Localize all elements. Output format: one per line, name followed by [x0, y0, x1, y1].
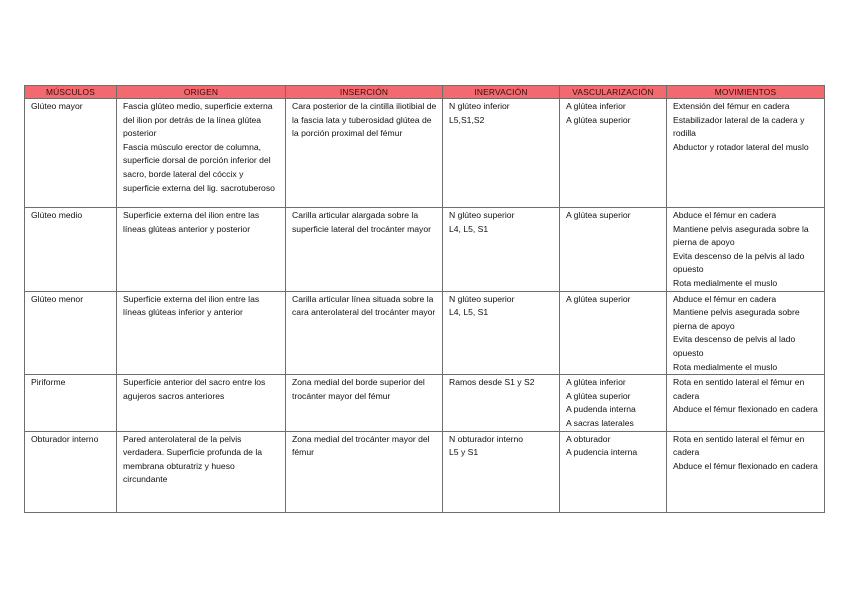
cell-line: Abduce el fémur flexionado en cadera — [673, 460, 818, 471]
muscle-table — [24, 85, 825, 513]
header-musculos: MÚSCULOS — [25, 86, 117, 99]
cell-line: Obturador interno — [31, 433, 99, 444]
cell-musculo — [25, 208, 117, 292]
header-insercion: INSERCIÓN — [286, 86, 443, 99]
cell-line: Evita descenso de pelvis al lado opuesto — [673, 334, 796, 358]
cell-line: Zona medial del borde superior del trocánter mayor del fémur — [292, 377, 425, 401]
cell-inervacion — [443, 291, 560, 375]
cell-origen — [117, 291, 286, 375]
cell-line: Fascia glúteo medio, superficie externa del ilion por detrás de la línea glútea posterior — [123, 101, 273, 139]
cell-line: Glúteo menor — [31, 293, 84, 304]
header-inervacion: INERVACIÓN — [443, 86, 560, 99]
cell-line: L4, L5, S1 — [449, 307, 489, 318]
cell-line: Rota en sentido lateral el fémur en cadera — [673, 377, 805, 401]
cell-line: Ramos desde S1 y S2 — [449, 377, 535, 388]
cell-line: A pudenda interna — [566, 404, 636, 415]
cell-line: Abduce el fémur en cadera — [673, 293, 777, 304]
cell-line: Fascia músculo erector de columna, superficie dorsal de porción inferior del sacro, borde lateral del cóccix y superficie externa del lig. sacrotuberoso — [123, 141, 275, 193]
cell-line: Superficie externa del ilion entre las líneas glúteas anterior y posterior — [123, 210, 260, 234]
cell-line: Mantiene pelvis asegurada sobre pierna de apoyo — [673, 307, 800, 331]
cell-line: N glúteo inferior — [449, 101, 510, 111]
cell-origen — [117, 99, 286, 208]
cell-line: Glúteo medio — [31, 210, 83, 220]
header-vascularizacion: VASCULARIZACIÓN — [560, 86, 667, 99]
cell-line: Pared anterolateral de la pelvis verdadera. Superficie profunda de la membrana obturatriz y hueso circundante — [123, 433, 263, 485]
cell-line: A obturador — [566, 433, 611, 444]
cell-musculo — [25, 431, 117, 512]
cell-line: Extensión del fémur en cadera — [673, 101, 790, 111]
cell-vascularizacion — [560, 208, 667, 292]
table-row — [25, 208, 825, 292]
cell-line: N glúteo superior — [449, 210, 515, 220]
cell-vascularizacion — [560, 431, 667, 512]
cell-musculo — [25, 99, 117, 208]
header-movimientos: MOVIMIENTOS — [667, 86, 825, 99]
cell-vascularizacion — [560, 375, 667, 431]
cell-line: Estabilizador lateral de la cadera y rodilla — [673, 114, 805, 139]
cell-vascularizacion — [560, 99, 667, 208]
cell-inervacion — [443, 375, 560, 431]
cell-line: A sacras laterales — [566, 417, 634, 428]
cell-insercion — [286, 291, 443, 375]
muscle-table-sheet — [24, 85, 824, 513]
cell-line: Superficie externa del ilion entre las líneas glúteas inferior y anterior — [123, 293, 260, 318]
cell-line: Carilla articular alargada sobre la superficie lateral del trocánter mayor — [292, 210, 431, 234]
cell-line: Rota medialmente el muslo — [673, 361, 778, 372]
cell-line: Piriforme — [31, 377, 66, 388]
header-origen: ORIGEN — [117, 86, 286, 99]
cell-line: A glútea superior — [566, 114, 631, 125]
cell-line: Zona medial del trocánter mayor del fémur — [292, 433, 430, 458]
cell-line: N obturador interno — [449, 433, 524, 444]
cell-line: Rota medialmente el muslo — [673, 277, 778, 288]
cell-inervacion — [443, 99, 560, 208]
cell-insercion — [286, 375, 443, 431]
cell-line: Rota en sentido lateral el fémur en cadera — [673, 433, 805, 458]
cell-insercion — [286, 431, 443, 512]
cell-line: Cara posterior de la cintilla iliotibial de la fascia lata y tuberosidad glútea de la porción proximal del fémur — [292, 101, 437, 139]
cell-line: L5 y S1 — [449, 447, 479, 458]
cell-vascularizacion — [560, 291, 667, 375]
cell-line: A glútea superior — [566, 293, 631, 304]
cell-line: A glútea inferior — [566, 377, 626, 388]
cell-line: A glútea superior — [566, 390, 631, 401]
cell-movimientos — [667, 291, 825, 375]
cell-inervacion — [443, 431, 560, 512]
cell-line: Superficie anterior del sacro entre los agujeros sacros anteriores — [123, 377, 266, 401]
table-row — [25, 291, 825, 375]
cell-line: N glúteo superior — [449, 293, 515, 304]
table-row — [25, 431, 825, 512]
cell-line: L4, L5, S1 — [449, 223, 489, 234]
cell-movimientos — [667, 431, 825, 512]
cell-line: Abduce el fémur flexionado en cadera — [673, 404, 818, 415]
cell-musculo — [25, 375, 117, 431]
cell-line: L5,S1,S2 — [449, 114, 485, 125]
cell-line: Mantiene pelvis asegurada sobre la pierna de apoyo — [673, 223, 809, 248]
cell-line: A pudencia interna — [566, 447, 638, 458]
cell-line: Glúteo mayor — [31, 101, 83, 111]
cell-insercion — [286, 208, 443, 292]
cell-line: A glútea inferior — [566, 101, 626, 111]
cell-origen — [117, 208, 286, 292]
cell-origen — [117, 431, 286, 512]
cell-line: Abductor y rotador lateral del muslo — [673, 141, 809, 152]
cell-line: Carilla articular línea situada sobre la cara anterolateral del trocánter mayor — [292, 293, 436, 318]
cell-line: Evita descenso de la pelvis al lado opuesto — [673, 250, 805, 275]
cell-inervacion — [443, 208, 560, 292]
cell-movimientos — [667, 99, 825, 208]
cell-line: A glútea superior — [566, 210, 631, 220]
cell-insercion — [286, 99, 443, 208]
table-row — [25, 99, 825, 208]
cell-musculo — [25, 291, 117, 375]
cell-movimientos — [667, 208, 825, 292]
header-row — [25, 86, 825, 99]
cell-origen — [117, 375, 286, 431]
cell-movimientos — [667, 375, 825, 431]
table-row — [25, 375, 825, 431]
cell-line: Abduce el fémur en cadera — [673, 210, 777, 220]
